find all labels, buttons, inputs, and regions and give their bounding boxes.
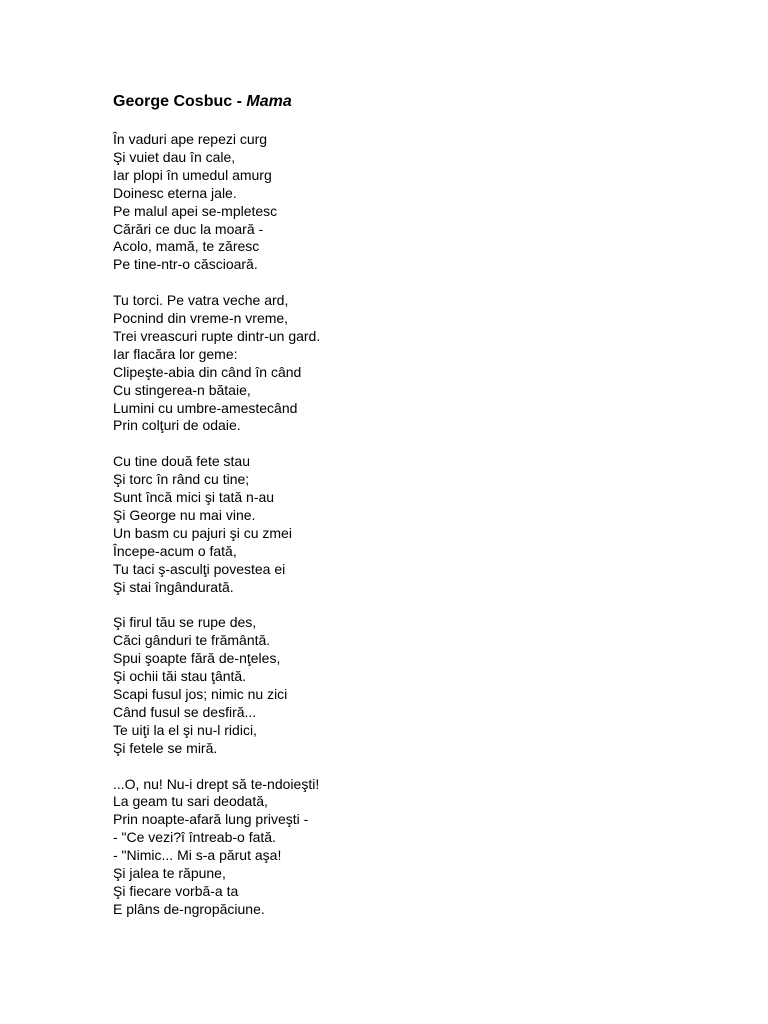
poem-line: Trei vreascuri rupte dintr-un gard. — [113, 327, 321, 344]
poem-line: Şi George nu mai vine. — [113, 507, 256, 523]
poem-line: Şi ochii tăi stau ţântă. — [113, 668, 247, 685]
poem-title — [113, 93, 292, 111]
title-author: George Cosbuc - — [113, 93, 247, 110]
poem-line: - "Nimic... Mi s-a părut aşa! — [113, 847, 282, 864]
poem-line: Doinesc eterna jale. — [113, 184, 237, 201]
poem-line: Când fusul se desfiră... — [113, 703, 257, 720]
poem-line: Acolo, mamă, te zăresc — [113, 238, 260, 255]
poem-body — [113, 131, 320, 937]
poem-line: Şi vuiet dau în cale, — [113, 148, 236, 165]
stanza-1 — [113, 131, 320, 274]
poem-line: Iar plopi în umedul amurg — [113, 166, 272, 183]
poem-line: E plâns de-ngropăciune. — [113, 900, 265, 917]
poem-line: Spui şoapte fără de-nţeles, — [113, 650, 281, 667]
poem-line: Şi torc în rând cu tine; — [113, 471, 250, 488]
poem-line: Lumini cu umbre-amestecând — [113, 399, 298, 416]
poem-line: Şi fiecare vorbă-a ta — [113, 883, 239, 899]
poem-line: În vaduri ape repezi curg — [113, 131, 268, 147]
poem-line: La geam tu sari deodată, — [113, 793, 268, 810]
poem-line: Cărări ce duc la moară - — [113, 220, 264, 237]
poem-line: Scapi fusul jos; nimic nu zici — [113, 686, 288, 703]
poem-line: Clipeşte-abia din când în când — [113, 363, 302, 380]
poem-line: Un basm cu pajuri şi cu zmei — [113, 524, 292, 541]
poem-line: Cu stingerea-n bătaie, — [113, 381, 251, 398]
poem-line: Iar flacăra lor geme: — [113, 345, 238, 362]
stanza-5 — [113, 776, 320, 919]
poem-line: Căci gânduri te frământă. — [113, 632, 271, 649]
poem-line: Sunt încă mici şi tată n-au — [113, 489, 275, 506]
poem-line: - "Ce vezi?î întreab-o fată. — [113, 829, 276, 846]
poem-line: Şi firul tău se rupe des, — [113, 614, 257, 631]
title-work: Mama — [246, 93, 292, 110]
poem-line: Începe-acum o fată, — [113, 542, 237, 559]
stanza-4 — [113, 614, 320, 757]
poem-line: Pe tine-ntr-o căscioară. — [113, 256, 258, 273]
poem-line: Tu taci ş-asculţi povestea ei — [113, 560, 286, 577]
poem-line: Pocnind din vreme-n vreme, — [113, 310, 289, 327]
poem-line: Prin noapte-afară lung priveşti - — [113, 811, 309, 828]
stanza-2 — [113, 292, 320, 435]
poem-line: ...O, nu! Nu-i drept să te-ndoieşti! — [113, 775, 320, 792]
stanza-3 — [113, 453, 320, 596]
poem-line: Tu torci. Pe vatra veche ard, — [113, 292, 289, 309]
poem-line: Şi jalea te răpune, — [113, 865, 226, 882]
poem-line: Cu tine două fete stau — [113, 453, 250, 470]
poem-line: Şi fetele se miră. — [113, 739, 218, 756]
poem-line: Şi stai îngândurată. — [113, 578, 234, 595]
poem-line: Prin colţuri de odaie. — [113, 417, 241, 434]
poem-line: Pe malul apei se-mpletesc — [113, 202, 278, 219]
poem-line: Te uiţi la el şi nu-l ridici, — [113, 721, 257, 738]
